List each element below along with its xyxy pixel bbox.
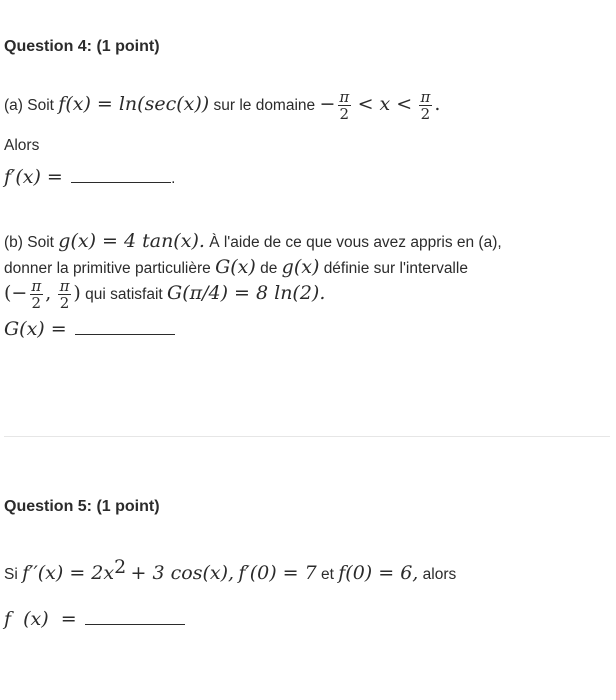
answer-b-row (4, 318, 606, 340)
minus-sign: − (319, 93, 336, 116)
si-label: Si (4, 566, 18, 584)
pi-over-2-fraction-right: $\frac{\pi}{2}$ (420, 88, 431, 123)
part-b-text2a: donner la primitive particulière (4, 260, 211, 277)
part-b-text3: qui satisfait (85, 286, 163, 304)
section-divider (4, 436, 610, 437)
part-a-statement (4, 90, 606, 122)
interval-open: (− (4, 282, 28, 305)
question-5-statement (4, 556, 606, 584)
part-b-line2 (4, 256, 606, 278)
question-5-title: Question 5: (1 point) (4, 498, 160, 515)
f-definition: f(x) = ln(sec(x)) (58, 93, 210, 116)
part-b-prefix: (b) Soit (4, 234, 54, 251)
cos-term: + 3 cos(x), (130, 562, 235, 585)
second-derivative: f′′(x) = 2x (22, 562, 115, 585)
part-b-text1: À l'aide de ce que vous avez appris en (a), (209, 234, 502, 251)
part-b-line3 (4, 279, 606, 311)
part-b-line1 (4, 230, 606, 252)
first-derivative-condition: f′(0) = 7 (238, 562, 317, 585)
et-label: et (321, 566, 334, 584)
answer-a-input[interactable] (71, 168, 171, 183)
initial-condition: G(π/4) = 8 ln(2). (167, 282, 326, 305)
answer-q5-input[interactable] (85, 610, 185, 625)
interval-close: ) (73, 282, 81, 305)
part-a-prefix: (a) Soit (4, 97, 54, 115)
answer-q5-row (4, 608, 606, 630)
pi-over-2-fraction: $\frac{\pi}{2}$ (339, 88, 350, 123)
question-5 (4, 498, 606, 516)
part-b-text2b: de (260, 260, 278, 277)
part-b-text2c: définie sur l'intervalle (323, 260, 468, 277)
interval-left-fraction: $\frac{\pi}{2}$ (31, 277, 42, 312)
question-4-title: Question 4: (1 point) (4, 38, 160, 55)
alors-label-q5: alors (422, 566, 457, 584)
period: . (434, 93, 441, 116)
g-of-x: g(x) (281, 256, 320, 278)
answer-q5-label: f (x) = (4, 608, 77, 630)
answer-b-label: G(x) = (4, 318, 67, 340)
inequality: < x < (357, 93, 413, 116)
interval-comma: , (45, 282, 52, 305)
g-definition: g(x) = 4 tan(x). (58, 230, 205, 252)
answer-a-period: . (171, 170, 176, 187)
interval-right-fraction: $\frac{\pi}{2}$ (59, 277, 70, 312)
alors-label: Alors (4, 137, 40, 154)
G-of-x: G(x) (215, 256, 256, 278)
domain-text: sur le domaine (213, 97, 316, 115)
answer-b-input[interactable] (75, 320, 175, 335)
question-4 (4, 38, 606, 56)
function-condition: f(0) = 6, (338, 562, 419, 585)
exponent: 2 (114, 556, 127, 578)
answer-a-row (4, 166, 606, 188)
answer-a-label: f′(x) = (4, 166, 63, 188)
